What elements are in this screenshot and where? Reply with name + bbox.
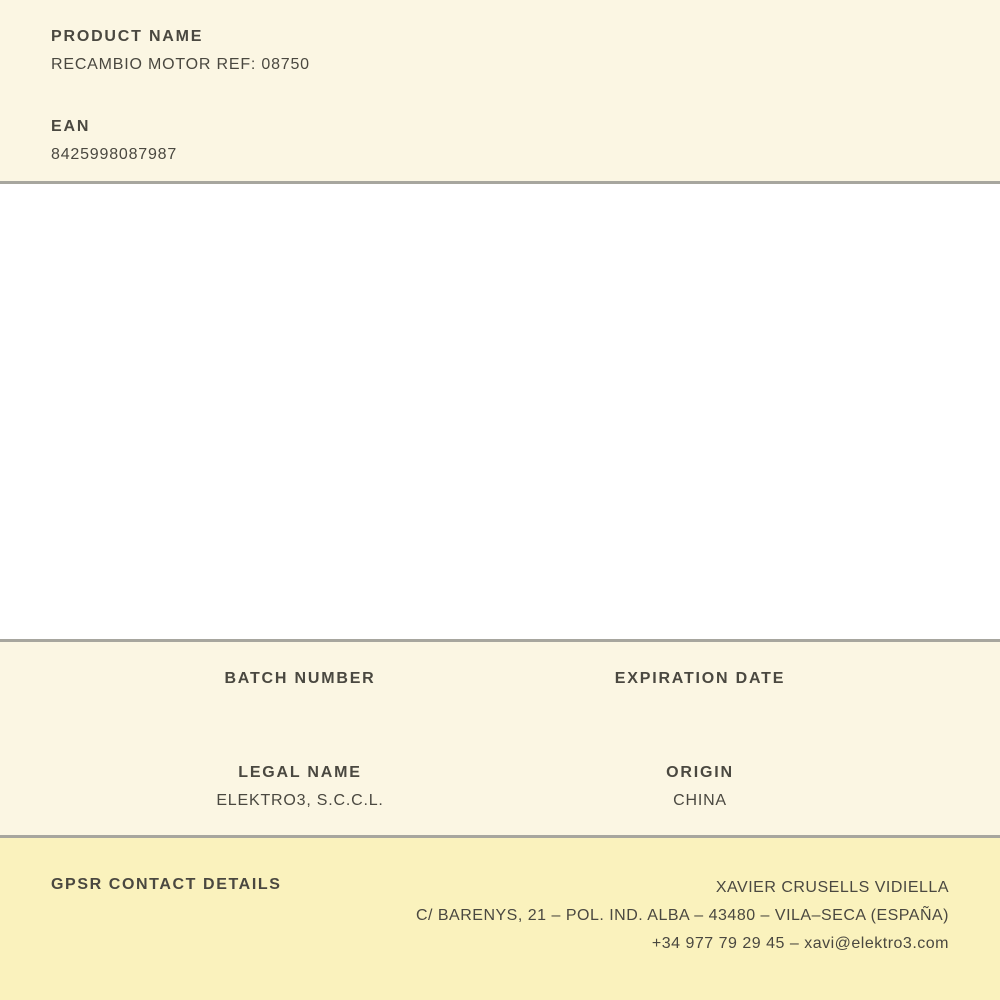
batch-info-section	[0, 642, 1000, 838]
batch-number-field	[100, 668, 500, 720]
expiration-date-value	[500, 694, 900, 720]
gpsr-contact-label: GPSR CONTACT DETAILS	[51, 876, 282, 893]
gpsr-label-block	[51, 874, 282, 896]
product-image-area	[0, 184, 1000, 642]
batch-number-label: BATCH NUMBER	[224, 670, 376, 687]
ean-value: 8425998087987	[51, 146, 178, 163]
gpsr-contact-address: C/ BARENYS, 21 – POL. IND. ALBA – 43480 – VILA–SECA (ESPAÑA)	[415, 907, 949, 924]
product-info-section	[0, 0, 1000, 184]
origin-label: ORIGIN	[666, 764, 734, 781]
expiration-date-label: EXPIRATION DATE	[614, 670, 786, 687]
legal-name-value: ELEKTRO3, S.C.C.L.	[216, 792, 384, 809]
batch-number-value	[100, 694, 500, 720]
origin-field	[500, 762, 900, 814]
product-name-value: RECAMBIO MOTOR REF: 08750	[51, 56, 310, 73]
product-name-label: PRODUCT NAME	[51, 28, 204, 45]
ean-label: EAN	[51, 118, 91, 135]
product-name-field	[51, 26, 949, 78]
ean-field	[51, 116, 949, 168]
gpsr-contact-phone-email: +34 977 79 29 45 – xavi@elektro3.com	[651, 935, 949, 952]
gpsr-contact-name: XAVIER CRUSELLS VIDIELLA	[715, 879, 949, 896]
gpsr-contact-section	[0, 838, 1000, 1000]
origin-value: CHINA	[673, 792, 727, 809]
legal-name-label: LEGAL NAME	[238, 764, 362, 781]
expiration-date-field	[500, 668, 900, 720]
batch-info-grid	[100, 668, 900, 814]
gpsr-contact-block	[416, 874, 949, 958]
legal-name-field	[100, 762, 500, 814]
